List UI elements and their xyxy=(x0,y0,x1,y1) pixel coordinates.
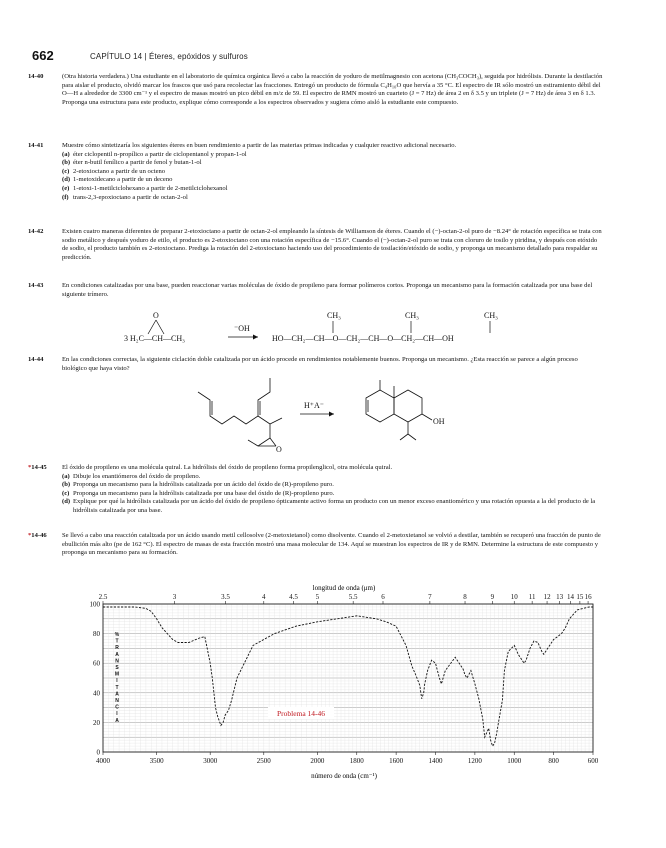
problem-id: 14-41 xyxy=(28,142,44,149)
epoxide-bond xyxy=(156,320,164,334)
top-tick-label: 4.5 xyxy=(289,593,298,601)
product-ring-b xyxy=(394,390,422,422)
problem-id: *14-46 xyxy=(28,532,47,539)
x-tick-label: 1400 xyxy=(428,757,443,765)
list-item: (c) 2-etoxioctano a partir de un octeno xyxy=(62,167,166,175)
top-tick-label: 7 xyxy=(428,593,432,601)
x-tick-label: 1200 xyxy=(467,757,482,765)
y-title-letter: S xyxy=(115,665,119,671)
epoxide-oxygen: O xyxy=(153,311,159,320)
bottom-axis-title: número de onda (cm⁻¹) xyxy=(311,772,377,780)
ir-spectrum-chart xyxy=(0,582,666,782)
problem-text: El óxido de propileno es una molécula quiral. La hidrólisis del óxido de propileno forma propilenglicol, otra molécula quiral. xyxy=(62,464,393,471)
methyl-label: CH₃ xyxy=(405,311,419,320)
top-tick-label: 16 xyxy=(584,593,592,601)
top-tick-label: 8 xyxy=(463,593,467,601)
y-title-letter: I xyxy=(116,678,118,685)
x-tick-label: 2000 xyxy=(310,757,325,765)
x-tick-label: 800 xyxy=(548,757,559,765)
y-title-letter: % xyxy=(114,632,120,638)
arrow-head xyxy=(329,412,334,417)
top-tick-label: 4 xyxy=(262,593,266,601)
top-tick-label: 10 xyxy=(510,593,518,601)
list-item: (b) éter n-butil fenílico a partir de fenol y butan-1-ol xyxy=(62,159,202,167)
list-item: (e) 1-etoxi-1-metilciclohexano a partir de 2-metilciclohexanol xyxy=(62,184,228,192)
problem-14-46 xyxy=(28,532,604,558)
top-tick-label: 15 xyxy=(576,593,584,601)
y-tick-label: 20 xyxy=(93,718,100,727)
y-tick-label: 0 xyxy=(96,748,100,757)
list-item: (a) Dibuje los enantiómeros del óxido de propileno. xyxy=(62,472,201,480)
hydroxyl-label: OH xyxy=(433,417,445,426)
page-header xyxy=(32,49,652,65)
problem-id: 14-40 xyxy=(28,73,44,80)
problem-text: En las condiciones correctas, la siguiente ciclación doble catalizada por un ácido procede en rendimientos notablemente buenos. Proponga un mecanismo. ¿Esta reacción se parece a algún proceso biológico que haya visto? xyxy=(62,356,578,372)
problem-id: 14-43 xyxy=(28,282,44,289)
y-title-letter: I xyxy=(116,711,118,718)
arrow-head xyxy=(253,335,258,340)
subitem-list xyxy=(62,473,604,516)
list-item: (d) 1-metoxidecano a partir de un deceno xyxy=(62,176,173,184)
cyclization-scheme xyxy=(190,378,490,456)
product-text: HO—CH₂—CH—O—CH₂—CH—O—CH₂—CH—OH xyxy=(272,334,454,343)
y-tick-label: 60 xyxy=(93,659,100,668)
star-mark: * xyxy=(28,532,32,539)
trimer-scheme xyxy=(124,306,584,350)
epoxide-oxygen: O xyxy=(276,445,282,454)
problem-14-43 xyxy=(28,282,604,299)
x-tick-label: 4000 xyxy=(96,757,110,765)
page-number: 662 xyxy=(32,48,54,63)
x-tick-label: 2500 xyxy=(256,757,271,765)
y-title-letter: R xyxy=(115,645,119,652)
list-item: (c) Proponga un mecanismo para la hidrólisis catalizada por una base del óxido de (R)-propileno puro. xyxy=(62,489,335,497)
list-item: (b) Proponga un mecanismo para la hidrólisis catalizada por un ácido del óxido de (R)-propileno puro. xyxy=(62,481,334,489)
y-tick-label: 40 xyxy=(93,689,100,698)
top-tick-label: 5 xyxy=(315,593,320,601)
y-title-letter: N xyxy=(115,658,119,665)
problem-id: *14-45 xyxy=(28,464,47,471)
subitem-list xyxy=(62,151,604,203)
top-tick-label: 9 xyxy=(490,593,495,601)
top-tick-label: 3.5 xyxy=(221,593,230,601)
problem-14-45 xyxy=(28,464,604,516)
star-mark: * xyxy=(28,464,32,471)
y-title-letter: A xyxy=(115,691,119,698)
top-tick-label: 3 xyxy=(172,593,177,601)
problem-text: Existen cuatro maneras diferentes de preparar 2-etoxioctano a partir de octan-2-ol empleando la síntesis de Williamson de éteres. Cuando el (−)-octan-2-ol puro de −8.24° de rotación específica se trata con sodio metálico y después yoduro de etilo, el producto es 2-etoxioctano con una rotación específica de −15.6°. Cuando el (−)-octan-2-ol puro se trata con cloruro de tosilo y piridina, y después con etóxido de sodio, el producto también es 2-etoxioctano. Prediga la rotación del 2-etoxioctano haciendo uso del procedimiento de tosilación/etóxido de sodio, y proponga un mecanismo detallado para respaldar su predicción. xyxy=(62,228,602,261)
y-title-letter: A xyxy=(115,651,119,658)
top-tick-label: 12 xyxy=(543,593,551,601)
list-item: (d) Explique por qué la hidrólisis catalizada por un ácido del óxido de propileno ópticamente activo forma un producto con un menor exceso enantiomérico y una rotación opuesta a la del producto de la hidrólisis catalizada por una base. xyxy=(62,498,596,514)
list-item: (f) trans-2,3-epoxioctano a partir de octan-2-ol xyxy=(62,193,188,201)
problem-14-42 xyxy=(28,228,604,262)
problem-14-41 xyxy=(28,142,604,202)
x-tick-label: 3000 xyxy=(203,757,218,765)
chapter-title: CAPÍTULO 14 | Éteres, epóxidos y sulfuros xyxy=(90,52,248,61)
y-tick-label: 100 xyxy=(89,600,100,609)
problem-id: 14-42 xyxy=(28,228,44,235)
top-tick-label: 13 xyxy=(556,593,564,601)
list-item: (a) éter ciclopentil n-propílico a partir de ciclopentanol y propan-1-ol xyxy=(62,150,247,158)
problem-text: Muestre cómo sintetizaría los siguientes éteres en buen rendimiento a partir de las materias primas indicadas y cualquier reactivo adicional necesario. xyxy=(62,142,457,149)
x-tick-label: 1800 xyxy=(349,757,364,765)
top-axis-title: longitud de onda (μm) xyxy=(312,584,376,592)
methyl-label: CH₃ xyxy=(484,311,498,320)
y-tick-label: 80 xyxy=(93,630,100,639)
top-tick-label: 14 xyxy=(567,593,574,601)
problem-14-44 xyxy=(28,356,604,373)
reagent-label: ⁻OH xyxy=(234,324,250,333)
top-tick-label: 5.5 xyxy=(348,593,358,601)
epoxide-bond xyxy=(148,320,156,334)
reactant-text: 3 H₂C—CH—CH₃ xyxy=(124,334,185,343)
y-title-letter: A xyxy=(115,717,119,724)
problem-text: Se llevó a cabo una reacción catalizada por un ácido usando metil cellosolve (2-metoxietanol) como disolvente. Cuando el 2-metoxietanol se volvió a destilar, también se recuperó una fracción de punto de ebullición más alto (pe de 162 °C). El espectro de masas de esta fracción mostró una masa molecular de 134. Aquí se muestran los espectros de IR y de RMN. Determine la estructura de este compuesto y proponga un mecanismo para su formación. xyxy=(62,532,601,557)
top-tick-label: 2.5 xyxy=(98,593,108,601)
chart-label: Problema 14-46 xyxy=(276,709,326,718)
y-title-letter: T xyxy=(115,638,119,645)
top-tick-label: 6 xyxy=(381,593,385,601)
reagent-label: H⁺A⁻ xyxy=(304,401,324,410)
problem-14-40 xyxy=(28,73,604,107)
x-tick-label: 3500 xyxy=(149,757,164,765)
x-tick-label: 1600 xyxy=(389,757,404,765)
x-tick-label: 1000 xyxy=(507,757,522,765)
y-title-letter: N xyxy=(115,698,119,704)
plot-grid xyxy=(103,604,593,752)
y-title-letter: M xyxy=(114,671,120,678)
product-ring-a xyxy=(366,390,394,422)
y-title-letter: T xyxy=(115,684,119,691)
problem-text: (Otra historia verdadera.) Una estudiante en el laboratorio de química orgánica llevó a cabo la reacción de yoduro de metilmagnesio con acetona (CH₃COCH₃), seguida por hidrólisis. Durante la destilación para aislar el producto, olvidó marcar los frascos que usó para recolectar las fracciones. Entregó un producto de fórmula C₄H₁₀O que hervía a 35 °C. El espectro de IR sólo mostró un estiramiento débil del O—H a alrededor de 3300 cm⁻¹ y el espectro de masas mostró un pico débil en m/z de 59. El espectro de RMN mostró un cuarteto (J = 7 Hz) de área 2 en δ 3.5 y un triplete (J = 7 Hz) de área 3 en δ 1.3. Proponga una estructura para este producto, explique cómo corresponde a los espectros observados y sugiera cómo aisló la estudiante este compuesto. xyxy=(62,73,603,106)
problem-text: En condiciones catalizadas por una base, pueden reaccionar varias moléculas de óxido de propileno para formar polímeros cortos. Proponga un mecanismo para la formación catalizada por una base del siguiente trímero. xyxy=(62,282,593,298)
methyl-label: CH₃ xyxy=(327,311,341,320)
top-tick-label: 11 xyxy=(528,593,536,601)
y-title-letter: C xyxy=(115,704,119,711)
problem-id: 14-44 xyxy=(28,356,44,363)
x-tick-label: 600 xyxy=(587,757,599,765)
